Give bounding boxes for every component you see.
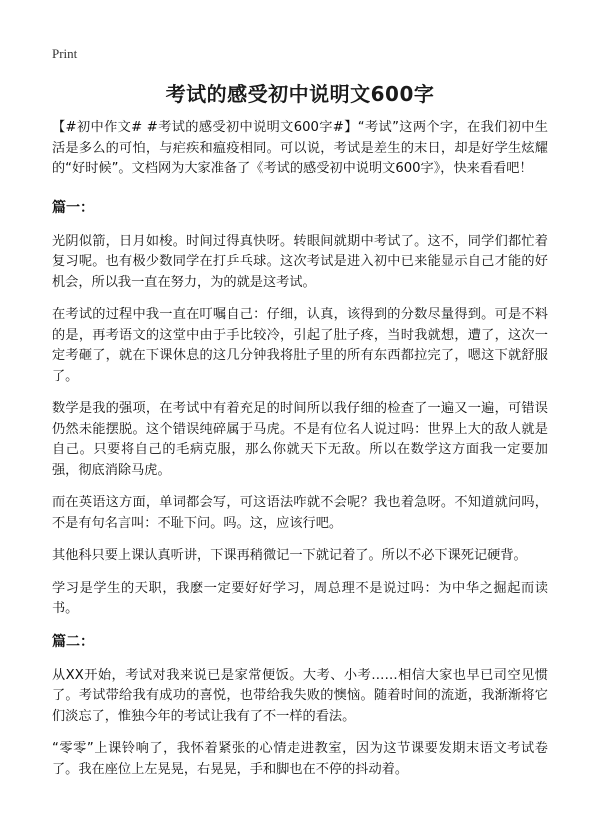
section-1-paragraph: 数学是我的强项，在考试中有着充足的时间所以我仔细的检查了一遍又一遍，可错误仍然未能摆脱。这个错误纯碎属于马虎。不是有位名人说过吗：世界上大的敌人就是自己。只要将自己的毛病克服，那么你就天下无敌。所以在数学这方面我一定要加强，彻底消除马虎。: [52, 401, 548, 478]
section-1-paragraph: 学习是学生的天职，我麽一定要好好学习，周总理不是说过吗：为中华之掘起而读书。: [52, 580, 548, 616]
section-1-paragraph: 其他科只要上课认真听讲，下课再稍微记一下就记着了。所以不必下课死记硬背。: [52, 548, 527, 563]
section-2-paragraph: “零零”上课铃响了，我怀着紧张的心情走进教室，因为这节课要发期末语文考试卷了。我在座位上左晃晃，右晃晃，手和脚也在不停的抖动着。: [52, 741, 548, 777]
section-heading-2: 篇二：: [52, 633, 94, 650]
section-1-paragraph: 光阴似箭，日月如梭。时间过得真快呀。转眼间就期中考试了。这不，同学们都忙着复习呢。也有极少数同学在打乒乓球。这次考试是进入初中已来能显示自己才能的好机会，所以我一直在努力，为的就是这考试。: [52, 233, 548, 290]
section-1-paragraph: 在考试的过程中我一直在叮嘱自己：仔细，认真，该得到的分数尽量得到。可是不料的是，再考语文的这堂中由于手比较冷，引起了肚子疼，当时我就想，遭了，这次一定考砸了，就在下课休息的这几分钟我将肚子里的所有东西都拉完了，嗯这下就舒服了。: [52, 307, 548, 384]
page-title: 考试的感受初中说明文600字: [165, 82, 435, 106]
section-2-paragraph: 从XX开始，考试对我来说已是家常便饭。大考、小考……相信大家也早已司空见惯了。考试带给我有成功的喜悦，也带给我失败的懊恼。随着时间的流逝，我渐渐将它们淡忘了，惟独今年的考试让我有了不一样的看法。: [52, 667, 548, 724]
section-1-paragraph: 而在英语这方面，单词都会写，可这语法咋就不会呢？我也着急呀。不知道就问吗，不是有句名言叫：不耻下问。吗。这，应该行吧。: [52, 495, 548, 531]
section-heading-1: 篇一：: [52, 199, 94, 216]
article-body: [52, 118, 548, 792]
print-label[interactable]: Print: [52, 46, 78, 61]
intro-paragraph: 【#初中作文# #考试的感受初中说明文600字#】“考试”这两个字，在我们初中生活是多么的可怕，与疟疾和瘟疫相同。可以说，考试是差生的末日，却是好学生炫耀的“好时候”。文档网为大家准备了《考试的感受初中说明文600字》，快来看看吧！: [52, 120, 548, 176]
